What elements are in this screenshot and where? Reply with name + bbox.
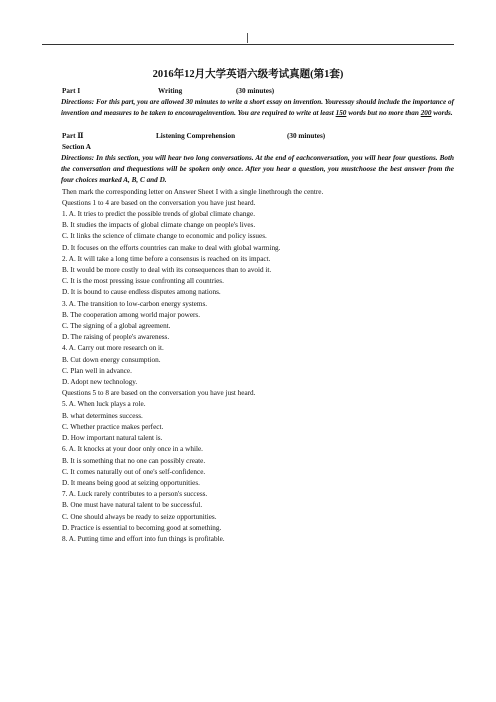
text-line: D. How important natural talent is.: [62, 434, 163, 443]
text-line: D. Adopt new technology.: [62, 378, 138, 387]
part2-heading: [62, 131, 454, 142]
max-words: 200: [420, 109, 432, 118]
text-line: 4. A. Carry out more research on it.: [62, 344, 164, 353]
part1-name: Writing: [158, 87, 183, 95]
text-line: 6. A. It knocks at your door only once in a while.: [62, 445, 203, 454]
text-line: C. It comes naturally out of one's self-confidence.: [62, 467, 206, 476]
text-line: B. what determines success.: [62, 411, 143, 420]
text-line: C. The signing of a global agreement.: [62, 322, 171, 331]
text-line: B. It would be more costly to deal with its consequences than to avoid it.: [62, 266, 272, 275]
text-line: B. One must have natural talent to be successful.: [62, 501, 203, 510]
text-line: B. It is something that no one can possibly create.: [62, 456, 206, 465]
text-line: B. Cut down energy consumption.: [62, 355, 161, 364]
text-line: D. It is bound to cause endless disputes among nations.: [62, 288, 221, 297]
header-rule: [42, 44, 454, 45]
question-list: [62, 187, 454, 546]
part2-name: Listening Comprehension: [156, 131, 236, 140]
part1-time: (30 minutes): [236, 87, 275, 95]
part2-directions: Directions: In this section, you will hear two long conversations. At the end of eachconversation, you will hear four questions. Both the conversation and thequestions will be spoken only once. After you hear a question, you mustchoose the best answer from the four choices marked A, B, C and D.: [61, 154, 454, 185]
part1-directions-text-3: words.: [431, 109, 453, 118]
text-line: Then mark the corresponding letter on Answer Sheet I with a single linethrough the centre.: [62, 187, 324, 196]
document-body: [62, 86, 454, 545]
part1-directions-text: Directions: For this part, you are allowed 30 minutes to write a short essay on invention. Youressay should include the importance of invention and measures to be taken to encourageinvention. You are required to write at least: [61, 98, 454, 118]
text-line: B. It studies the impacts of global climate change on people's lives.: [62, 221, 256, 230]
text-line: 5. A. When luck plays a role.: [62, 400, 146, 409]
text-line: C. Whether practice makes perfect.: [62, 422, 164, 431]
part1-heading: [62, 86, 454, 97]
text-line: 8. A. Putting time and effort into fun things is profitable.: [62, 534, 225, 543]
min-words: 150: [335, 109, 347, 118]
text-line: C. It is the most pressing issue confronting all countries.: [62, 277, 224, 286]
text-line: 2. A. It will take a long time before a consensus is reached on its impact.: [62, 254, 271, 263]
text-line: D. It means being good at seizing opportunities.: [62, 478, 200, 487]
text-line: C. One should always be ready to seize opportunities.: [62, 512, 217, 521]
text-line: D. It focuses on the efforts countries can make to deal with global warming.: [62, 243, 281, 252]
part2-time: (30 minutes): [287, 131, 326, 140]
part1-label: Part I: [62, 87, 81, 95]
header-mark: [247, 33, 248, 43]
text-line: Questions 1 to 4 are based on the conversation you have just heard.: [62, 198, 256, 207]
part2-label: Part Ⅱ: [62, 131, 84, 140]
text-line: C. Plan well in advance.: [62, 366, 132, 375]
part1-directions: [61, 97, 454, 119]
text-line: 3. A. The transition to low-carbon energy systems.: [62, 299, 208, 308]
text-line: D. The raising of people's awareness.: [62, 333, 170, 342]
text-line: D. Practice is essential to becoming good at something.: [62, 523, 222, 532]
text-line: 7. A. Luck rarely contributes to a person's success.: [62, 490, 208, 499]
text-line: C. It links the science of climate change to economic and policy issues.: [62, 232, 267, 241]
section-a-heading: Section A: [62, 142, 91, 151]
text-line: B. The cooperation among world major powers.: [62, 310, 200, 319]
part1-directions-text-2: words but no more than: [346, 109, 421, 118]
page-title: 2016年12月大学英语六级考试真题(第1套): [152, 69, 344, 80]
text-line: Questions 5 to 8 are based on the conversation you have just heard.: [62, 389, 256, 398]
text-line: 1. A. It tries to predict the possible trends of global climate change.: [62, 210, 256, 219]
